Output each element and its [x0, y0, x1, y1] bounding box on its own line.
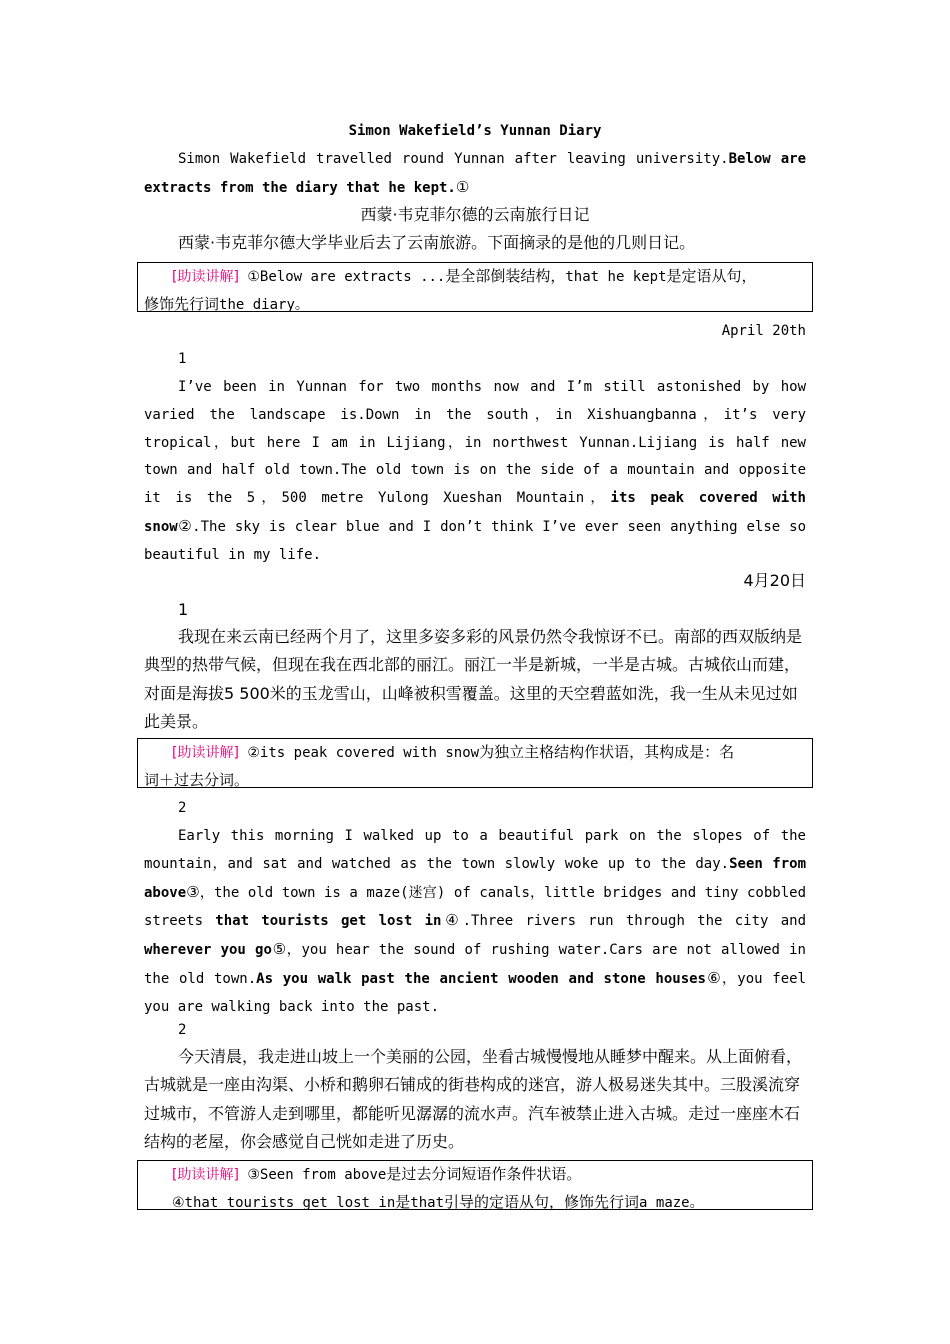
- entry-1-number-chinese: 1: [178, 600, 189, 619]
- reading-note-3-cn-a: 是过去分词短语作条件状语。: [386, 1165, 582, 1183]
- reading-note-1-en-b: that he kept: [565, 269, 667, 285]
- entry-2-english-bold-3: wherever you go: [144, 942, 272, 959]
- reading-note-2-en: ②its peak covered with snow: [247, 745, 480, 761]
- reading-note-3-cn-b: 是: [395, 1193, 411, 1211]
- reading-note-1-en-c: the diary。: [219, 297, 309, 313]
- reading-note-3-en-b: ④that tourists get lost in: [172, 1195, 396, 1211]
- entry-2-english: [144, 823, 806, 1022]
- intro-chinese: 西蒙·韦克菲尔德大学毕业后去了云南旅游。下面摘录的是他的几则日记。: [178, 233, 696, 252]
- entry-1-note-mark: ②: [177, 516, 193, 535]
- entry-2-english-e: ，you feel you are walking back into the past.: [144, 970, 806, 1015]
- intro-english-plain: Simon Wakefield travelled round Yunnan after leaving university.: [178, 151, 729, 167]
- entry-2-chinese: 今天清晨，我走进山坡上一个美丽的公园，坐看古城慢慢地从睡梦中醒来。从上面俯看，古城就是一座由沟渠、小桥和鹅卵石铺成的街巷构成的迷宫，游人极易迷失其中。三股溪流穿过城市，不管游人走到哪里，都能听见潺潺的流水声。汽车被禁止进入古城。走过一座座木石结构的老屋，你会感觉自己恍如走进了历史。: [144, 1047, 803, 1151]
- reading-note-2-cn-a: 为独立主格结构作状语，其构成是：名: [479, 743, 735, 761]
- reading-note-2: [137, 738, 813, 788]
- reading-note-3-line-2: [144, 1189, 806, 1217]
- reading-note-tag: [助读讲解]: [172, 745, 239, 761]
- page-title: Simon Wakefield’s Yunnan Diary: [348, 123, 602, 139]
- entry-2-note-mark-6: ⑥: [705, 968, 722, 987]
- reading-note-3-en-a: ③Seen from above: [247, 1167, 387, 1183]
- reading-note-3: [137, 1160, 813, 1210]
- reading-note-tag: [助读讲解]: [172, 1167, 239, 1183]
- entry-1-english-bold: its peak covered with snow: [144, 490, 806, 535]
- reading-note-3-line-1: [144, 1161, 806, 1189]
- entry-1-english: [144, 374, 806, 570]
- entry-1-english-b: .The sky is clear blue and I don’t think I’ve ever seen anything else so beautiful in my life.: [144, 518, 806, 563]
- entry-2-english-b: ，the old town is a maze(迷宫) of canals，little bridges and tiny cobbled streets: [144, 884, 806, 930]
- reading-note-1: [137, 262, 813, 312]
- reading-note-2-line-1: [144, 739, 806, 767]
- entry-2-english-a: Early this morning I walked up to a beautiful park on the slopes of the mountain，and sat and watched as the town slowly woke up to the day.: [144, 828, 806, 872]
- reading-note-3-cn-c: 引导的定语从句，修饰先行词: [444, 1193, 640, 1211]
- entry-1-english-a: I’ve been in Yunnan for two months now and I’m still astonished by how varied the landscape is.Down in the south，in Xishuangbanna，it’s very tropical，but here I am in Lijiang，in northwest Yunnan.Lijiang is half new town and half old town.The old town is on the side of a mountain and opposite it is the 5，500 metre Yulong Xueshan Mountain，: [144, 379, 806, 507]
- entry-1-number-english: 1: [178, 351, 187, 367]
- entry-2-number-english: 2: [178, 800, 187, 816]
- reading-note-1-line-1: [144, 263, 806, 291]
- entry-2-english-bold-4: As you walk past the ancient wooden and stone houses: [256, 970, 706, 987]
- intro-english: [144, 146, 806, 203]
- entry-1-chinese: 我现在来云南已经两个月了，这里多姿多彩的风景仍然令我惊讶不已。南部的西双版纳是典型的热带气候，但现在我在西北部的丽江。丽江一半是新城，一半是古城。古城依山而建，对面是海拔5 500米的玉龙雪山，山峰被积雪覆盖。这里的天空碧蓝如洗，我一生从未见过如此美景。: [144, 627, 803, 731]
- entry-2-note-mark-4: ④: [441, 911, 463, 930]
- reading-note-tag: [助读讲解]: [172, 269, 239, 285]
- reading-note-1-cn-c: 修饰先行词: [144, 295, 220, 313]
- reading-note-3-en-d: a maze。: [639, 1195, 704, 1211]
- entry-2-number-chinese: 2: [178, 1022, 187, 1038]
- reading-note-3-en-c: that: [410, 1195, 445, 1211]
- reading-note-1-en-a: ①Below are extracts ...: [247, 269, 446, 285]
- reading-note-1-line-2: [144, 291, 806, 319]
- entry-2-note-mark-3: ③: [186, 882, 200, 901]
- entry-1-date-chinese: 4月20日: [743, 571, 806, 590]
- entry-1-date-english: April 20th: [721, 323, 806, 339]
- reading-note-2-line-2: [144, 767, 806, 795]
- intro-english-bold: Below are extracts from the diary that he kept.: [144, 151, 807, 196]
- entry-2-english-bold-2: that tourists get lost in: [215, 913, 442, 930]
- intro-note-mark: ①: [455, 177, 470, 196]
- entry-2-english-bold-1: Seen from above: [144, 855, 807, 901]
- intro-chinese-title: 西蒙·韦克菲尔德的云南旅行日记: [360, 205, 590, 224]
- reading-note-1-cn-b: 是定语从句，: [666, 267, 757, 285]
- reading-note-2-cn-b: 词＋过去分词。: [144, 771, 250, 789]
- entry-2-english-c: .Three rivers run through the city and: [462, 913, 807, 930]
- entry-2-english-d: ，you hear the sound of rushing water.Cars are not allowed in the old town.: [144, 942, 806, 987]
- entry-2-note-mark-5: ⑤: [271, 940, 287, 959]
- reading-note-1-cn-a: 是全部倒装结构，: [445, 267, 566, 285]
